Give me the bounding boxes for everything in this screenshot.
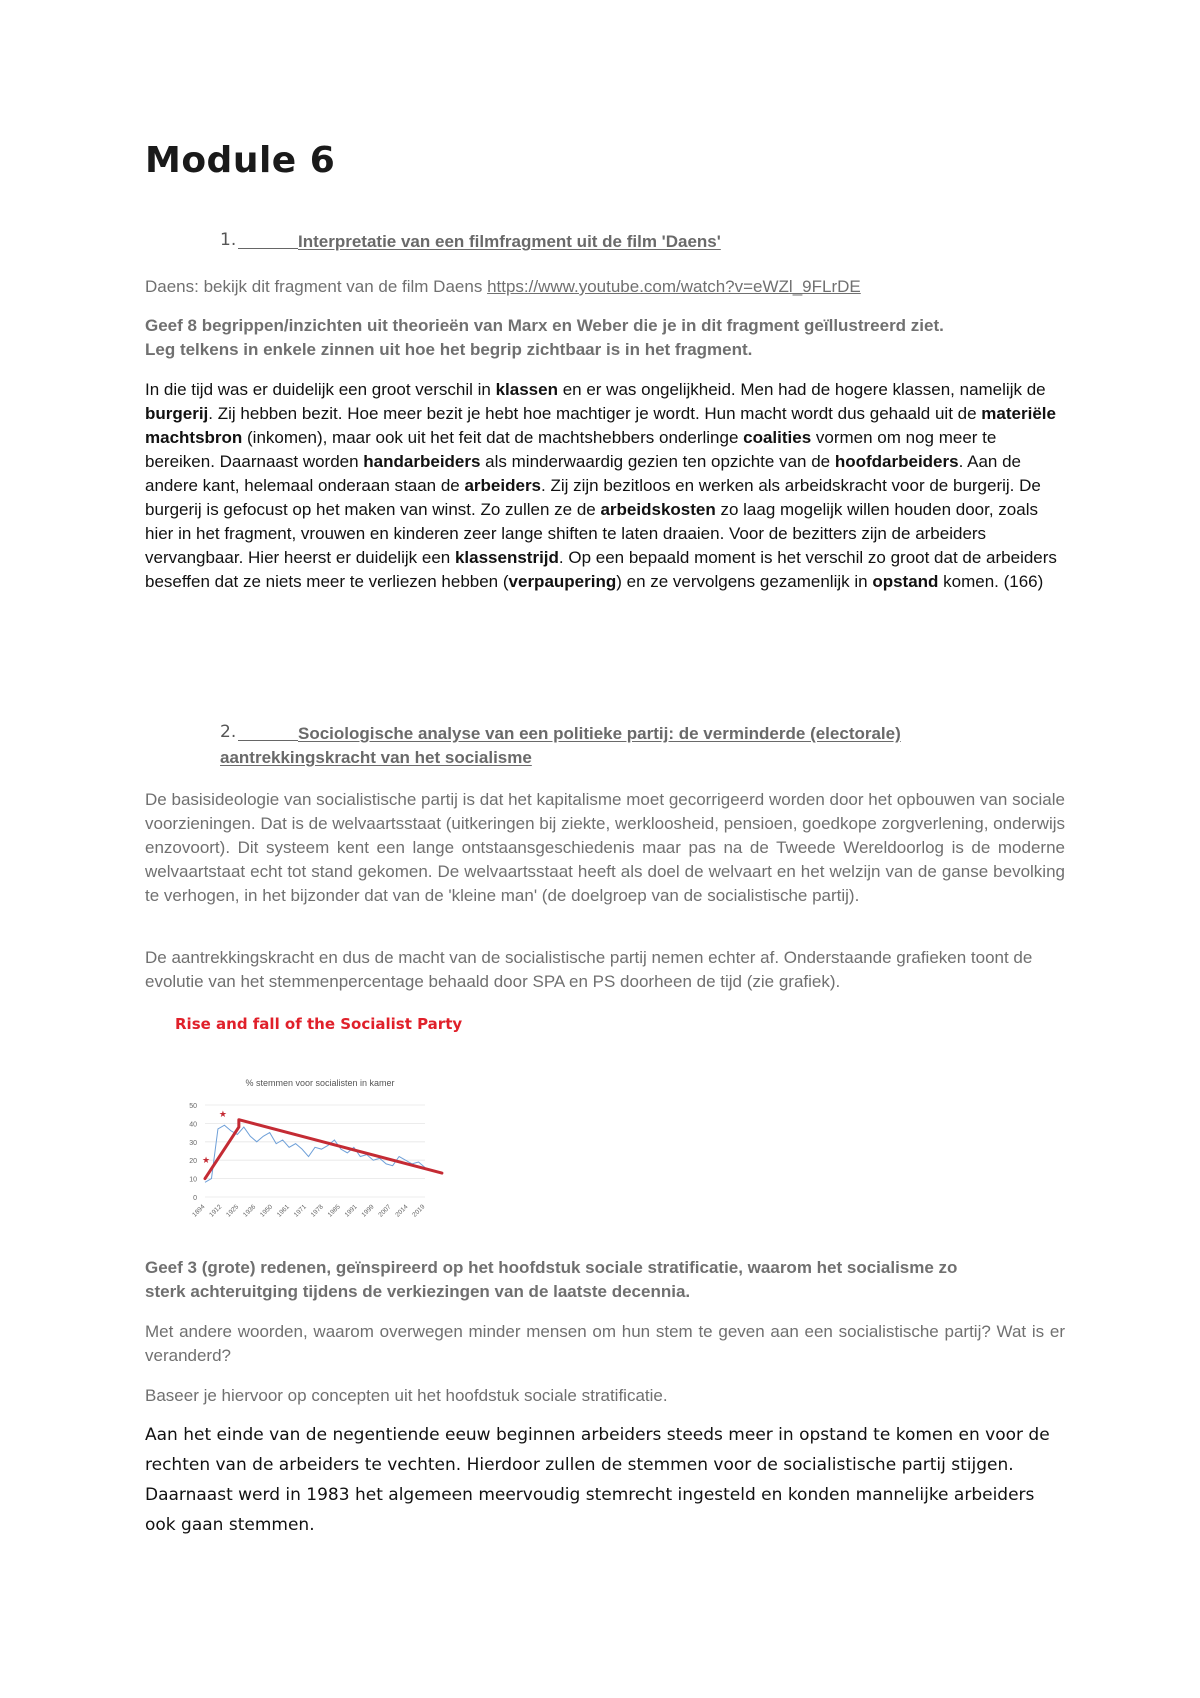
- star-marker: ★: [201, 1156, 211, 1167]
- y-tick-label: 40: [189, 1121, 197, 1129]
- term-opstand: opstand: [872, 572, 939, 591]
- x-tick-label: 2019: [411, 1203, 427, 1219]
- section1-intro: Daens: bekijk dit fragment van de film Daens https://www.youtube.com/watch?v=eWZl_9FLrDE: [145, 277, 861, 296]
- x-tick-label: 1936: [242, 1203, 258, 1219]
- y-tick-label: 0: [193, 1195, 197, 1202]
- section1-answer: In die tijd was er duidelijk een groot verschil in klassen en er was ongelijkheid. Men had de hogere klassen, namelijk de burgerij. Zij hebben bezit. Hoe meer bezit je hebt hoe machtiger je wordt. Hun macht wordt dus gehaald uit de materiële machtsbron (inkomen), maar ook uit het feit dat de machtshebbers onderlinge coalities vormen om nog meer te bereiken. Daarnaast worden handarbeiders als minderwaardig gezien ten opzichte van de hoofdarbeiders. Aan de andere kant, helemaal onderaan staan de arbeiders. Zij zijn bezitloos en werken als arbeidskracht voor de burgerij. De burgerij is gefocust op het maken van winst. Zo zullen ze de arbeidskosten zo laag mogelijk willen houden door, zoals hier in het fragment, vrouwen en kinderen zeer lange shiften te laten draaien. Voor de bezitters zijn de arbeiders vervangbaar. Hier heerst er duidelijk een klassenstrijd. Op een bepaald moment is het verschil zo groot dat de arbeiders beseffen dat ze niets meer te verliezen hebben (verpaupering) en ze vervolgens gezamenlijk in opstand komen. (166): [145, 380, 1057, 591]
- term-arbeiders: arbeiders: [464, 476, 542, 495]
- section2-answer: Aan het einde van de negentiende eeuw beginnen arbeiders steeds meer in opstand te komen en voor de rechten van de arbeiders te vechten. Hierdoor zullen de stemmen voor de socialistische partij stijgen. Daarnaast werd in 1983 het algemeen meervoudig stemrecht ingesteld en konden mannelijke arbeiders ook gaan stemmen.: [145, 1425, 1050, 1535]
- y-tick-label: 30: [189, 1139, 197, 1147]
- x-tick-label: 1894: [191, 1203, 207, 1219]
- term-materiele-machtsbron: materiële machtsbron: [145, 404, 1056, 447]
- section2-question: Geef 3 (grote) redenen, geïnspireerd op het hoofdstuk sociale stratificatie, waarom het socialisme zo sterk achteruitging tijdens de verkiezingen van de laatste decennia.: [145, 1258, 958, 1301]
- y-tick-label: 50: [189, 1103, 197, 1110]
- term-hoofdarbeiders: hoofdarbeiders: [834, 452, 959, 471]
- x-tick-label: 1978: [309, 1203, 325, 1219]
- series-line-vote-share: [205, 1125, 425, 1182]
- x-tick-label: 2007: [377, 1203, 393, 1219]
- y-tick-label: 20: [189, 1158, 197, 1166]
- section2-heading-line2: aantrekkingskracht van het socialisme: [220, 748, 532, 767]
- tab-rule: [238, 740, 298, 741]
- section2-heading: Sociologische analyse van een politieke partij: de verminderde (electorale): [238, 722, 1018, 746]
- term-arbeidskosten: arbeidskosten: [600, 500, 716, 519]
- tab-rule: [238, 248, 298, 249]
- term-coalities: coalities: [743, 428, 812, 447]
- section2-para2: De aantrekkingskracht en dus de macht van de socialistische partij nemen echter af. Onderstaande grafieken toont de evolutie van het stemmenpercentage behaald door SPA en PS doorheen de tijd (zie grafiek).: [145, 948, 1033, 991]
- x-tick-label: 1999: [360, 1203, 376, 1219]
- vote-share-chart: [175, 1075, 445, 1225]
- page-title: Module 6: [145, 140, 336, 181]
- chart-banner: Rise and fall of the Socialist Party: [175, 1015, 463, 1033]
- chart-title: % stemmen voor socialisten in kamer: [245, 1078, 395, 1088]
- star-marker: ★: [218, 1110, 227, 1121]
- chart-series: [202, 1110, 442, 1182]
- x-tick-label: 1950: [258, 1203, 275, 1219]
- term-klassen: klassen: [495, 380, 558, 399]
- x-tick-label: 1961: [275, 1203, 292, 1219]
- x-tick-labels: [191, 1203, 426, 1218]
- x-tick-label: 1925: [225, 1203, 241, 1219]
- term-verpaupering: verpaupering: [508, 572, 617, 591]
- y-tick-label: 10: [189, 1176, 197, 1184]
- section1-question: Geef 8 begrippen/inzichten uit theorieën van Marx en Weber die je in dit fragment geïllustreerd ziet. Leg telkens in enkele zinnen uit hoe het begrip zichtbaar is in het fragment.: [145, 316, 944, 359]
- x-tick-label: 1985: [326, 1203, 342, 1219]
- term-burgerij: burgerij: [145, 404, 209, 423]
- term-klassenstrijd: klassenstrijd: [454, 548, 559, 567]
- section2-para4: Baseer je hiervoor op concepten uit het hoofdstuk sociale stratificatie.: [145, 1386, 668, 1405]
- x-tick-label: 1971: [292, 1203, 308, 1219]
- x-tick-label: 1991: [343, 1203, 359, 1219]
- series-line-trend: [205, 1120, 442, 1179]
- section1-heading: Interpretatie van een filmfragment uit de film 'Daens': [238, 230, 721, 254]
- y-tick-labels: [189, 1103, 197, 1202]
- youtube-link[interactable]: https://www.youtube.com/watch?v=eWZl_9FLrDE: [487, 277, 861, 296]
- section2-number: 2.: [220, 722, 237, 742]
- section2-para3: Met andere woorden, waarom overwegen minder mensen om hun stem te geven aan een socialistische partij? Wat is er veranderd?: [145, 1322, 1065, 1365]
- section2-para1: De basisideologie van socialistische partij is dat het kapitalisme moet gecorrigeerd worden door het opbouwen van sociale voorzieningen. Dat is de welvaartsstaat (uitkeringen bij ziekte, werkloosheid, pensioen, goedkope zorgverlening, onderwijs enzovoort). Dit systeem kent een lange ontstaansgeschiedenis maar pas na de Tweede Wereldoorlog is de moderne welvaartstaat echt tot stand gekomen. De welvaartsstaat heeft als doel de welvaart en het welzijn van de ganse bevolking te verhogen, in het bijzonder dat van de 'kleine man' (de doelgroep van de socialistische partij).: [145, 790, 1065, 905]
- term-handarbeiders: handarbeiders: [363, 452, 481, 471]
- x-tick-label: 2014: [394, 1203, 410, 1219]
- x-tick-label: 1912: [208, 1203, 224, 1219]
- section1-number: 1.: [220, 230, 237, 250]
